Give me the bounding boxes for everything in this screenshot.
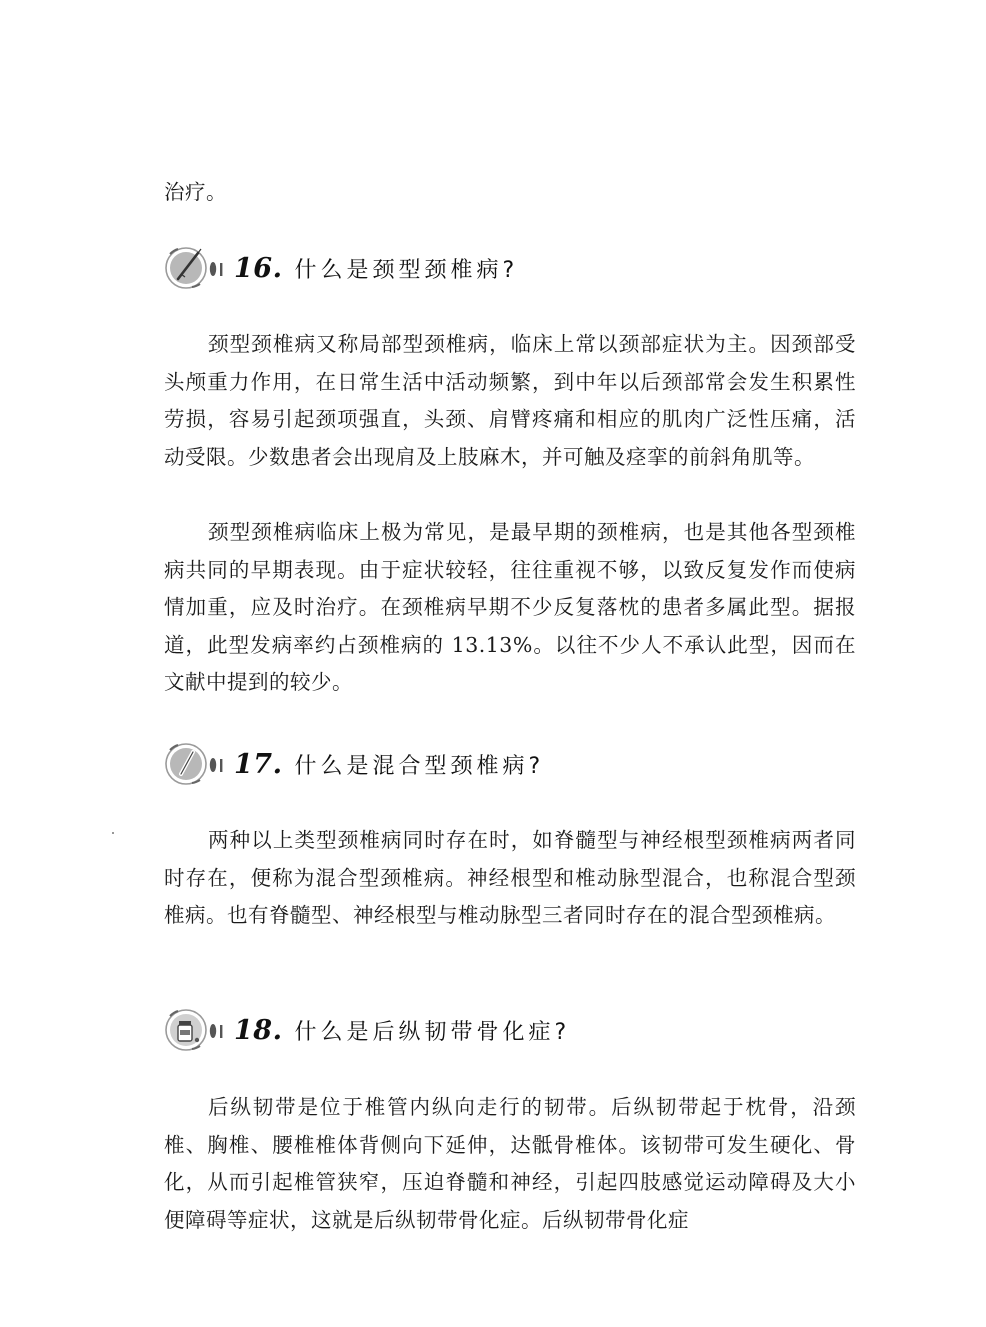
section-title: 什么是后纵韧带骨化症? — [294, 1019, 571, 1045]
section-16-paragraph-2: 颈型颈椎病临床上极为常见，是最早期的颈椎病，也是其他各型颈椎病共同的早期表现。由于症状较轻，往往重视不够，以致反复发作而使病情加重，应及时治疗。在颈椎病早期不少反复落枕的患者多属此型。据报道，此型发病率约占颈椎病的 13.13%。以往不少人不承认此型，因而在文献中提到的较少。 — [164, 520, 856, 694]
syringe-icon — [164, 242, 228, 294]
section-heading-16 — [164, 242, 518, 294]
section-number: 18. — [234, 1014, 283, 1046]
section-title: 什么是混合型颈椎病? — [294, 753, 545, 779]
section-18-paragraph-1: 后纵韧带是位于椎管内纵向走行的韧带。后纵韧带起于枕骨，沿颈椎、胸椎、腰椎椎体背侧向下延伸，达骶骨椎体。该韧带可发生硬化、骨化，从而引起椎管狭窄，压迫脊髓和神经，引起四肢感觉运动障碍及大小便障碍等症状，这就是后纵韧带骨化症。后纵韧带骨化症 — [164, 1095, 856, 1232]
section-title: 什么是颈型颈椎病? — [294, 257, 519, 283]
section-heading-17 — [164, 738, 544, 790]
intro-paragraph: 治疗。 — [164, 180, 227, 204]
section-17-paragraph-1: 两种以上类型颈椎病同时存在时，如脊髓型与神经根型颈椎病两者同时存在，便称为混合型颈椎病。神经根型和椎动脉型混合，也称混合型颈椎病。也有脊髓型、神经根型与椎动脉型三者同时存在的混合型颈椎病。 — [164, 828, 856, 927]
section-number: 16. — [234, 252, 283, 284]
section-heading-18 — [164, 1004, 570, 1056]
medicine-bottle-icon — [164, 1004, 228, 1056]
section-number: 17. — [234, 748, 283, 780]
section-16-paragraph-1: 颈型颈椎病又称局部型颈椎病，临床上常以颈部症状为主。因颈部受头颅重力作用，在日常生活中活动频繁，到中年以后颈部常会发生积累性劳损，容易引起颈项强直，头颈、肩臂疼痛和相应的肌肉广泛性压痛，活动受限。少数患者会出现肩及上肢麻木，并可触及痉挛的前斜角肌等。 — [164, 332, 856, 469]
scan-speck — [112, 832, 114, 834]
thermometer-icon — [164, 738, 228, 790]
